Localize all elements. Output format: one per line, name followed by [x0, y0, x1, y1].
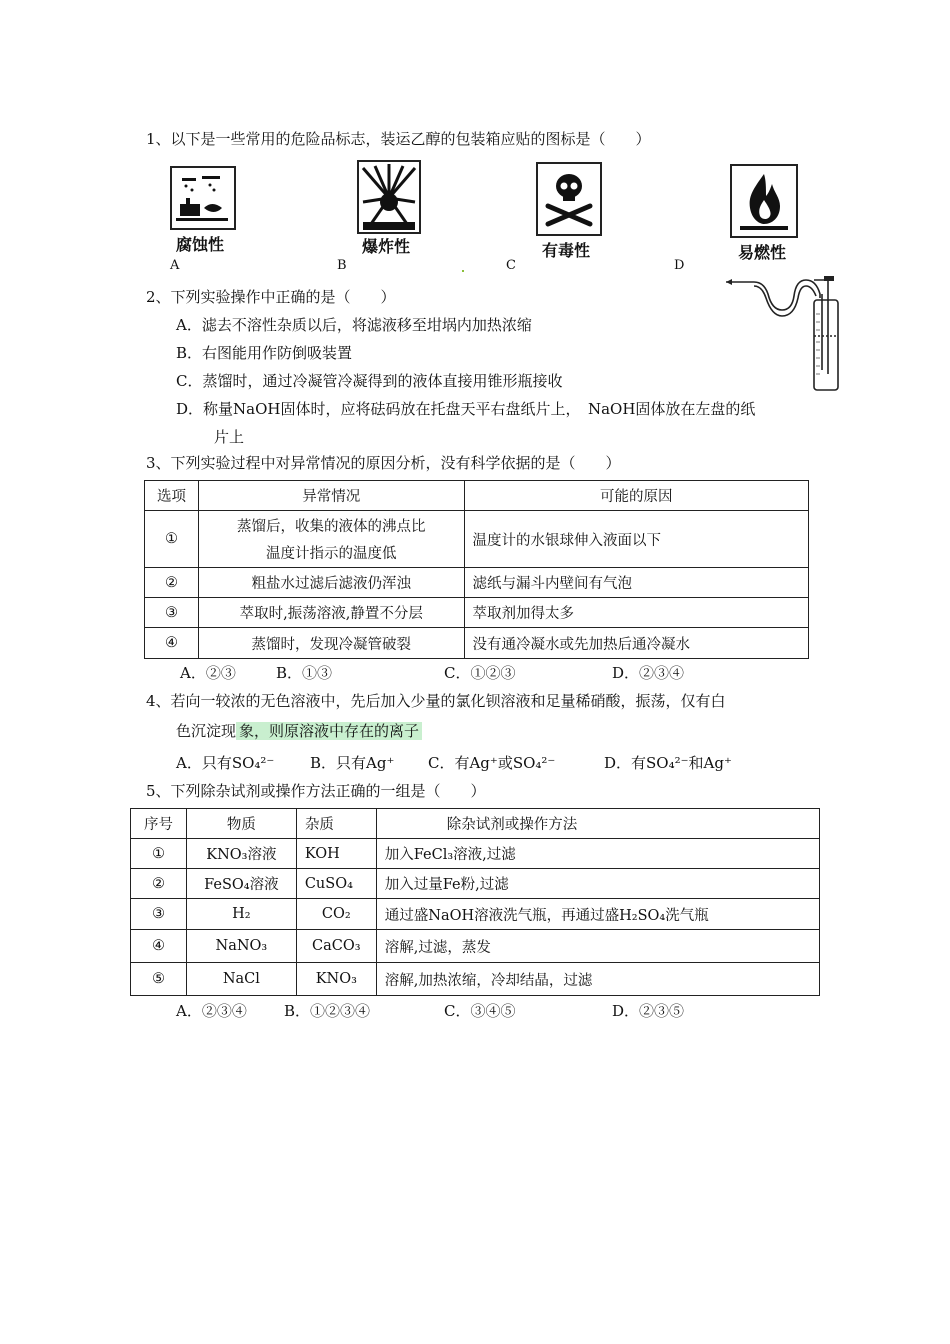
row-situation-line1: 蒸馏后，收集的液体的沸点比 [237, 519, 426, 535]
anti-suckback-apparatus-icon [724, 270, 842, 400]
header-option: 选项 [145, 481, 199, 511]
row-substance: FeSO₄溶液 [186, 869, 296, 899]
sign-letter-c: C [506, 258, 516, 273]
question-4-line2 [176, 720, 422, 741]
table-row [131, 839, 820, 869]
row-no: ④ [145, 628, 199, 659]
sign-label-d: 易燃性 [738, 243, 787, 262]
question-4-line2-highlight: 象，则原溶液中存在的离子 [236, 722, 422, 740]
sign-label-a: 腐蚀性 [176, 235, 225, 254]
row-substance: NaCl [186, 963, 296, 996]
row-no: ④ [131, 930, 187, 963]
question-1-text: 1、以下是一些常用的危险品标志，装运乙醇的包装箱应贴的图标是（ ） [146, 130, 651, 148]
corrosive-sign [170, 166, 236, 230]
q4-answer-c: C．有Ag⁺或SO₄²⁻ [428, 754, 556, 772]
q5-answer-b: B．①②③④ [284, 1002, 371, 1020]
table-header-row [145, 481, 809, 511]
question-4-line2-start: 色沉淀现 [176, 722, 237, 740]
scan-dot [462, 270, 464, 272]
header-method: 除杂试剂或操作方法 [376, 809, 819, 839]
flame-icon [732, 166, 796, 236]
row-impurity: CaCO₃ [296, 930, 376, 963]
row-impurity: CO₂ [296, 899, 376, 930]
table-row [145, 511, 809, 568]
table-row [145, 628, 809, 659]
q2-option-d: D．称量NaOH固体时，应将砝码放在托盘天平右盘纸片上， NaOH固体放在左盘的纸 [176, 400, 756, 418]
sign-letter-b: B [337, 258, 347, 273]
explosive-icon [359, 162, 419, 232]
row-method: 通过盛NaOH溶液洗气瓶，再通过盛H₂SO₄洗气瓶 [376, 899, 819, 930]
row-substance: KNO₃溶液 [186, 839, 296, 869]
header-substance: 物质 [186, 809, 296, 839]
table-row [131, 869, 820, 899]
row-no: ① [131, 839, 187, 869]
row-method: 溶解,过滤，蒸发 [376, 930, 819, 963]
q3-answer-d: D．②③④ [612, 664, 685, 682]
table-header-row [131, 809, 820, 839]
q4-answer-d: D．有SO₄²⁻和Ag⁺ [604, 754, 732, 772]
q5-table [130, 808, 820, 996]
q2-option-a: A．滤去不溶性杂质以后，将滤液移至坩埚内加热浓缩 [176, 316, 532, 334]
row-no: ③ [145, 598, 199, 628]
q2-option-b: B．右图能用作防倒吸装置 [176, 344, 353, 362]
q5-answer-c: C．③④⑤ [444, 1002, 516, 1020]
q3-answer-b: B．①③ [276, 664, 333, 682]
q2-option-c: C．蒸馏时，通过冷凝管冷凝得到的液体直接用锥形瓶接收 [176, 372, 563, 390]
table-row [145, 568, 809, 598]
row-reason: 滤纸与漏斗内壁间有气泡 [464, 568, 808, 598]
corrosive-icon [172, 168, 234, 228]
row-impurity: KNO₃ [296, 963, 376, 996]
row-impurity: KOH [296, 839, 376, 869]
q5-answer-a: A．②③④ [176, 1002, 247, 1020]
q4-answer-b: B．只有Ag⁺ [310, 754, 395, 772]
q3-answer-a: A．②③ [180, 664, 236, 682]
row-no: ② [145, 568, 199, 598]
question-4-line1: 4、若向一较浓的无色溶液中，先后加入少量的氯化钡溶液和足量稀硝酸，振荡，仅有白 [146, 692, 726, 710]
row-impurity: CuSO₄ [296, 869, 376, 899]
flammable-sign [730, 164, 798, 238]
row-no: ③ [131, 899, 187, 930]
sign-letter-d: D [674, 258, 685, 273]
sign-label-b: 爆炸性 [362, 237, 411, 256]
row-no: ⑤ [131, 963, 187, 996]
row-method: 加入过量Fe粉,过滤 [376, 869, 819, 899]
row-situation: 粗盐水过滤后滤液仍浑浊 [198, 568, 464, 598]
header-situation: 异常情况 [198, 481, 464, 511]
q2-option-d-cont: 片上 [214, 428, 245, 446]
explosive-sign [357, 160, 421, 234]
q4-answer-a: A．只有SO₄²⁻ [176, 754, 275, 772]
header-reason: 可能的原因 [464, 481, 808, 511]
row-situation: 萃取时,振荡溶液,静置不分层 [198, 598, 464, 628]
sign-label-c: 有毒性 [542, 241, 591, 260]
skull-crossbones-icon [538, 164, 600, 234]
table-row [131, 930, 820, 963]
row-reason: 萃取剂加得太多 [464, 598, 808, 628]
row-substance: H₂ [186, 899, 296, 930]
header-no: 序号 [131, 809, 187, 839]
row-situation-line2: 温度计指示的温度低 [266, 546, 397, 562]
toxic-sign [536, 162, 602, 236]
row-reason: 温度计的水银球伸入液面以下 [464, 511, 808, 568]
header-impurity: 杂质 [296, 809, 376, 839]
row-reason: 没有通冷凝水或先加热后通冷凝水 [464, 628, 808, 659]
row-situation: 蒸馏时，发现冷凝管破裂 [198, 628, 464, 659]
sign-letter-a: A [170, 258, 180, 273]
row-substance: NaNO₃ [186, 930, 296, 963]
row-method: 溶解,加热浓缩，冷却结晶，过滤 [376, 963, 819, 996]
q3-answer-c: C．①②③ [444, 664, 516, 682]
table-row [131, 963, 820, 996]
question-2-text: 2、下列实验操作中正确的是（ ） [146, 288, 396, 306]
row-no: ② [131, 869, 187, 899]
row-situation [198, 511, 464, 568]
question-3-text: 3、下列实验过程中对异常情况的原因分析，没有科学依据的是（ ） [146, 454, 621, 472]
table-row [145, 598, 809, 628]
question-5-text: 5、下列除杂试剂或操作方法正确的一组是（ ） [146, 782, 486, 800]
q5-answer-d: D．②③⑤ [612, 1002, 685, 1020]
table-row [131, 899, 820, 930]
q3-table [144, 480, 809, 659]
row-method: 加入FeCl₃溶液,过滤 [376, 839, 819, 869]
row-no: ① [145, 511, 199, 568]
